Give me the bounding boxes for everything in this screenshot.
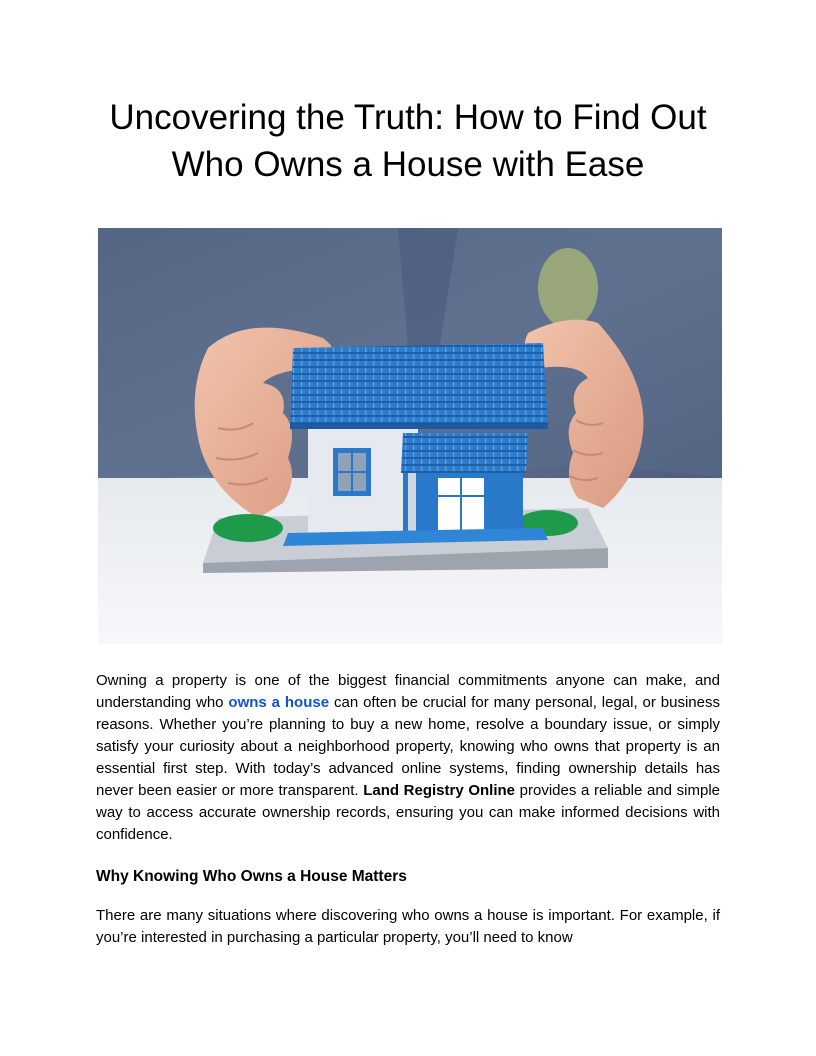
section-heading: Why Knowing Who Owns a House Matters [96, 868, 407, 885]
section-paragraph: There are many situations where discovering who owns a house is important. For example, if you’re interested in purchasing a particular property, you’ll need to know [96, 907, 720, 946]
intro-text-part-1: Owning a property is one of the biggest financial commitments anyone can make, and understanding who [96, 672, 720, 711]
intro-text-part-3: provides a reliable and simple way to access accurate ownership records, ensuring you can make informed decisions with confidence. [96, 782, 720, 843]
hero-image-house-in-hands [98, 228, 722, 644]
title-line-2: Who Owns a House with Ease [171, 145, 645, 184]
intro-paragraph [96, 670, 720, 846]
intro-text-part-2: can often be crucial for many personal, legal, or business reasons. Whether you’re planning to buy a new home, resolve a boundary issue, or simply satisfy your curiosity about a neighborhood property, knowing who owns that property is an essential first step. With today’s advanced online systems, finding ownership details has never been easier or more transparent. [96, 694, 720, 799]
owns-a-house-link[interactable]: owns a house [228, 694, 330, 711]
page-title [60, 94, 756, 188]
land-registry-online-bold: Land Registry Online [363, 782, 515, 799]
title-line-1: Uncovering the Truth: How to Find Out [109, 98, 707, 137]
